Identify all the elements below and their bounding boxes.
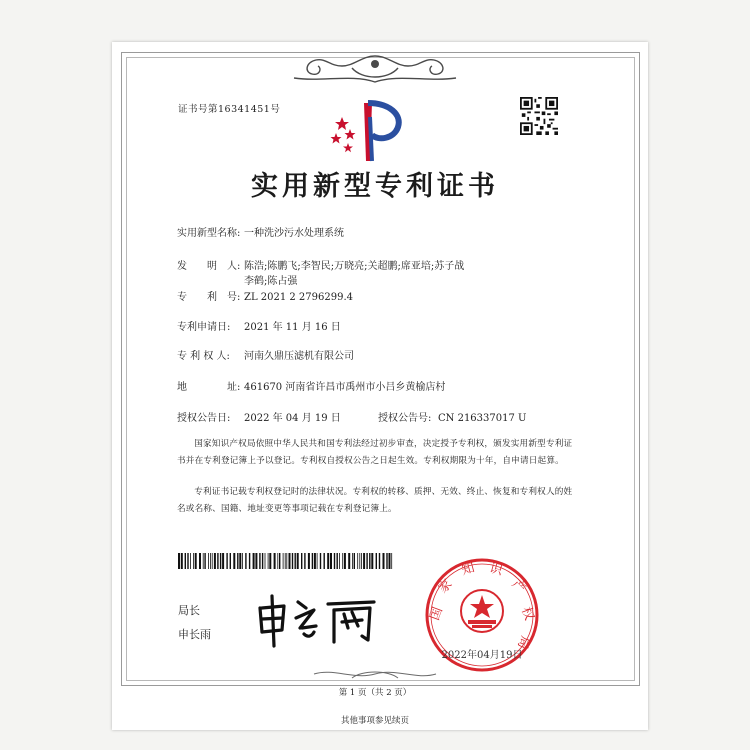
barcode-bar xyxy=(389,553,391,569)
barcode-bar xyxy=(379,553,380,569)
director-signature xyxy=(254,592,382,648)
cnipa-emblem-icon xyxy=(328,97,408,163)
barcode-bar xyxy=(217,553,218,569)
barcode-bar xyxy=(259,553,260,569)
seal-char: 产 xyxy=(508,576,529,597)
barcode-bar xyxy=(317,553,318,569)
barcode-bar xyxy=(295,553,296,569)
barcode-bar xyxy=(320,553,321,569)
barcode-bar xyxy=(268,553,269,569)
page-number: 第 1 页（共 2 页） xyxy=(338,688,412,698)
inventors: 陈浩;陈鹏飞;李智民;万晓亮;关超鹏;席亚培;苏子战 李鹤;陈占强 xyxy=(244,261,465,287)
top-ornament xyxy=(292,52,458,84)
barcode-bar xyxy=(283,553,284,569)
barcode-bar xyxy=(237,553,238,569)
barcode xyxy=(178,553,396,569)
announcement-number: CN 216337017 U xyxy=(438,413,527,424)
barcode-bar xyxy=(383,553,385,569)
certificate-title: 实用新型专利证书 xyxy=(251,171,499,202)
barcode-bar xyxy=(274,553,276,569)
barcode-bar xyxy=(208,553,209,569)
footer-note: 其他事项参见续页 xyxy=(340,716,409,726)
field-label: 实用新型名称: xyxy=(177,228,241,239)
barcode-bar xyxy=(339,553,340,569)
barcode-bar xyxy=(214,553,216,569)
barcode-bar xyxy=(363,553,365,569)
barcode-bar xyxy=(304,553,305,569)
barcode-bar xyxy=(181,553,183,569)
barcode-bar xyxy=(289,553,291,569)
barcode-bar xyxy=(352,553,353,569)
barcode-bar xyxy=(195,553,197,569)
barcode-bar xyxy=(265,553,266,569)
barcode-bar xyxy=(199,553,201,569)
barcode-bar xyxy=(190,553,191,569)
barcode-bar xyxy=(366,553,367,569)
barcode-bar xyxy=(301,553,302,569)
barcode-bar xyxy=(330,553,332,569)
barcode-bar xyxy=(357,553,358,569)
barcode-bar xyxy=(185,553,186,569)
barcode-bar xyxy=(312,553,313,569)
barcode-bar xyxy=(285,553,286,569)
barcode-bar xyxy=(386,553,387,569)
patent-number: ZL 2021 2 2796299.4 xyxy=(244,292,354,303)
barcode-bar xyxy=(369,553,370,569)
barcode-bar xyxy=(308,553,310,569)
barcode-bar xyxy=(286,553,287,569)
seal-char: 识 xyxy=(487,560,505,579)
field-label: 专 利 号: xyxy=(177,292,241,303)
barcode-bar xyxy=(249,553,250,569)
barcode-bar xyxy=(220,553,221,569)
barcode-bar xyxy=(245,553,246,569)
barcode-bar xyxy=(230,553,231,569)
barcode-bar xyxy=(361,553,362,569)
barcode-bar xyxy=(203,553,204,569)
barcode-bar xyxy=(204,553,205,569)
barcode-bar xyxy=(269,553,271,569)
field-label: 专 利 权 人: xyxy=(177,351,230,362)
address: 461670 河南省许昌市禹州市小吕乡黄榆店村 xyxy=(244,382,446,393)
barcode-bar xyxy=(348,553,350,569)
seal-char: 权 xyxy=(518,605,537,623)
barcode-bar xyxy=(255,553,257,569)
barcode-bar xyxy=(297,553,299,569)
utility-model-name: 一种洗沙污水处理系统 xyxy=(244,228,344,239)
patentee: 河南久鼎压滤机有限公司 xyxy=(244,351,354,362)
barcode-bar xyxy=(233,553,235,569)
filing-date: 2021 年 11 月 16 日 xyxy=(244,322,341,333)
barcode-bar xyxy=(193,553,194,569)
seal-date: 2022年04月19日 xyxy=(441,650,523,661)
seal-char: 局 xyxy=(514,633,533,651)
barcode-bar xyxy=(327,553,329,569)
field-label: 授权公告号: xyxy=(378,413,432,424)
barcode-bar xyxy=(342,553,343,569)
barcode-bar xyxy=(354,553,355,569)
barcode-bar xyxy=(210,553,211,569)
barcode-bar xyxy=(277,553,278,569)
barcode-bar xyxy=(187,553,188,569)
barcode-bar xyxy=(292,553,293,569)
barcode-bar xyxy=(253,553,255,569)
grant-date: 2022 年 04 月 19 日 xyxy=(244,413,341,424)
barcode-bar xyxy=(239,553,241,569)
field-label: 授权公告日: xyxy=(177,413,231,424)
barcode-bar xyxy=(371,553,373,569)
barcode-bar xyxy=(391,553,392,569)
barcode-bar xyxy=(212,553,213,569)
director-name: 申长雨 xyxy=(178,628,211,641)
field-label: 地 址: xyxy=(177,382,241,393)
body-paragraph-2: 专利证书记载专利权登记时的法律状况。专利权的转移、质押、无效、终止、恢复和专利权人的姓名或名称、国籍、地址变更等事项记载在专利登记簿上。 xyxy=(177,487,573,514)
seal-char: 国 xyxy=(427,605,446,623)
barcode-bar xyxy=(359,553,360,569)
barcode-bar xyxy=(314,553,316,569)
field-label: 专利申请日: xyxy=(177,322,231,333)
barcode-bar xyxy=(226,553,227,569)
barcode-bar xyxy=(344,553,346,569)
barcode-bar xyxy=(222,553,224,569)
barcode-bar xyxy=(178,553,180,569)
body-paragraph-1: 国家知识产权局依照中华人民共和国专利法经过初步审查，决定授予专利权，颁发实用新型专利证书并在专利登记簿上予以登记。专利权自授权公告之日起生效。专利权期限为十年，自申请日起算。 xyxy=(177,439,573,466)
seal-char: 家 xyxy=(435,576,456,597)
seal-char: 知 xyxy=(459,560,477,579)
qr-code[interactable] xyxy=(520,97,558,135)
barcode-bar xyxy=(324,553,325,569)
field-label: 发 明 人: xyxy=(177,261,241,272)
barcode-bar xyxy=(334,553,335,569)
certificate-number: 证书号第16341451号 xyxy=(178,104,281,115)
barcode-bar xyxy=(242,553,243,569)
barcode-bar xyxy=(376,553,377,569)
barcode-bar xyxy=(279,553,280,569)
barcode-bar xyxy=(262,553,263,569)
director-title: 局长 xyxy=(178,604,200,617)
bottom-ornament xyxy=(312,666,438,682)
barcode-bar xyxy=(337,553,338,569)
